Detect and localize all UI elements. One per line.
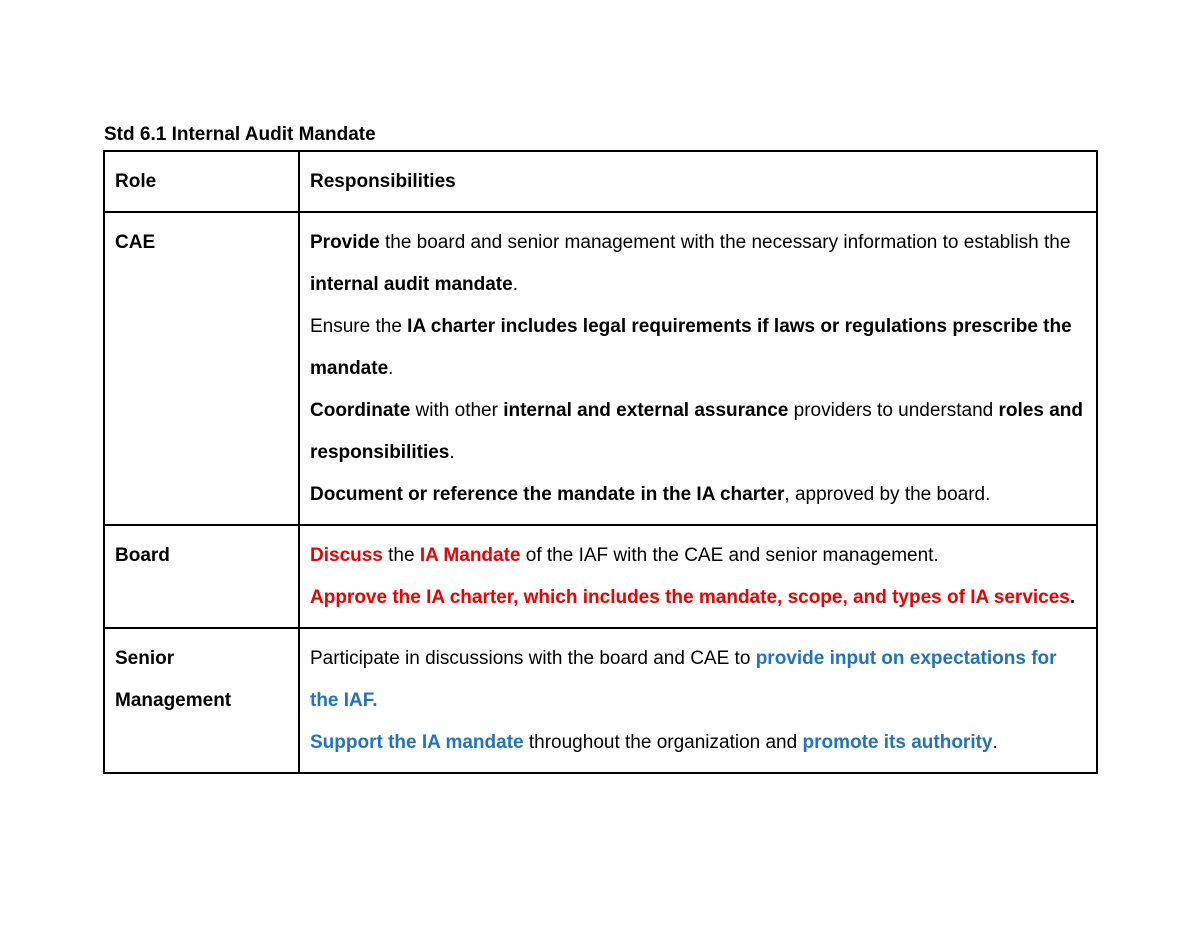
text-segment: the: [382, 545, 420, 566]
text-segment: Participate in discussions with the board and CAE to: [310, 648, 756, 669]
responsibility-line: [310, 577, 1086, 619]
text-segment: with other: [410, 400, 504, 421]
text-segment: internal and external assurance: [503, 400, 789, 421]
text-segment: of the IAF with the CAE and senior management.: [520, 545, 939, 566]
text-segment: , approved by the board.: [784, 484, 991, 505]
table-row-board: [104, 525, 1097, 628]
responsibilities-cell-senior-management: [299, 628, 1097, 773]
responsibility-line: [310, 474, 1086, 516]
responsibilities-cell-cae: [299, 212, 1097, 525]
text-segment: Coordinate: [310, 400, 411, 421]
table-header-row: [104, 151, 1097, 212]
text-segment: internal audit mandate: [310, 274, 513, 295]
text-segment: IA charter includes legal requirements if laws or regulations prescribe the mandate: [310, 316, 1072, 379]
text-segment: IA Mandate: [419, 545, 521, 566]
header-role: Role: [104, 151, 299, 212]
text-segment: the board and senior management with the necessary information to establish the: [379, 232, 1071, 253]
text-segment: .: [388, 358, 394, 379]
role-cell-board: Board: [104, 525, 299, 628]
text-segment: Approve the IA charter, which includes the mandate, scope, and types of IA services: [310, 587, 1070, 608]
header-responsibilities: Responsibilities: [299, 151, 1097, 212]
text-segment: Provide: [310, 232, 380, 253]
mandate-table: [103, 150, 1098, 774]
responsibility-line: [310, 722, 1086, 764]
text-segment: promote its authority: [802, 732, 993, 753]
role-cell-senior-management: Senior Management: [104, 628, 299, 773]
text-segment: Support the IA mandate: [310, 732, 524, 753]
table-row-senior-management: [104, 628, 1097, 773]
text-segment: provide input on expectations for the IAF.: [310, 648, 1057, 711]
responsibility-line: [310, 390, 1086, 474]
text-segment: Ensure the: [310, 316, 408, 337]
responsibility-line: [310, 535, 1086, 577]
document-title: Std 6.1 Internal Audit Mandate: [104, 124, 376, 145]
text-segment: .: [512, 274, 518, 295]
text-segment: .: [449, 442, 455, 463]
text-segment: Discuss: [310, 545, 383, 566]
table-row-cae: [104, 212, 1097, 525]
text-segment: throughout the organization and: [523, 732, 803, 753]
role-cell-cae: CAE: [104, 212, 299, 525]
text-segment: .: [1069, 587, 1076, 608]
text-segment: roles and responsibilities: [310, 400, 1084, 463]
text-segment: .: [992, 732, 998, 753]
responsibility-line: [310, 638, 1086, 722]
responsibility-line: [310, 306, 1086, 390]
text-segment: Document or reference the mandate in the IA charter: [310, 484, 785, 505]
text-segment: providers to understand: [788, 400, 999, 421]
responsibility-line: [310, 222, 1086, 306]
responsibilities-cell-board: [299, 525, 1097, 628]
